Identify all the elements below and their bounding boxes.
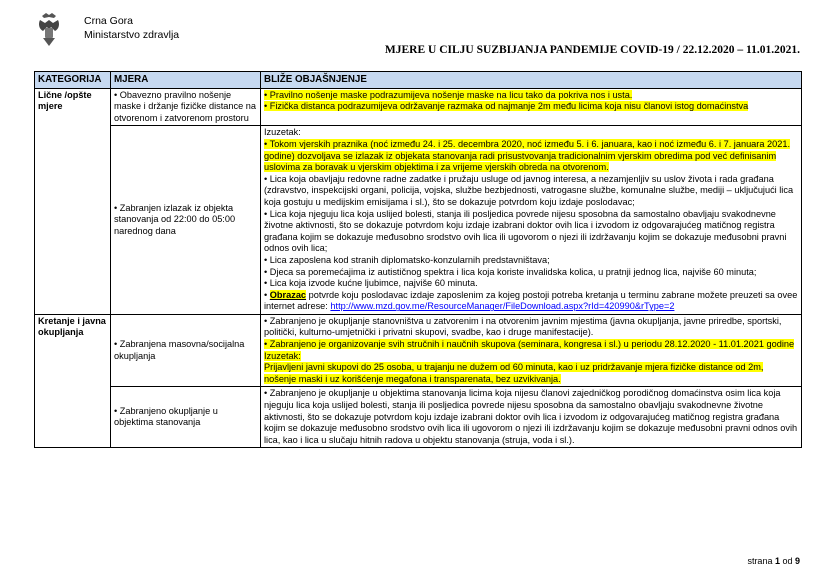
measure-cell: • Zabranjen izlazak iz objekta stanovanja od 22:00 do 05:00 narednog dana — [111, 126, 261, 315]
table-row — [35, 387, 802, 448]
montenegro-coat-of-arms-icon — [38, 12, 60, 48]
explanation-line: • Lica zaposlena kod stranih diplomatsko-konzularnih predstavništava; — [264, 254, 550, 265]
exception-label: Izuzetak: — [264, 350, 301, 361]
org-ministry: Ministarstvo zdravlja — [84, 29, 180, 41]
total-pages: 9 — [794, 556, 800, 566]
explanation-line: • Fizička distanca podrazumijeva održavanje razmaka od najmanje 2m među licima koja nisu članovi istog domaćinstva — [264, 101, 749, 112]
measure-cell: • Obavezno pravilno nošenje maske i držanje fizičke distance na otvorenom i zatvorenom prostoru — [111, 88, 261, 126]
measures-table — [34, 71, 802, 448]
explanation-cell — [261, 88, 802, 126]
document-title: MJERE U CILJU SUZBIJANJA PANDEMIJE COVID-19 / 22.12.2020 – 11.01.2021. — [384, 44, 800, 56]
exception-label: Izuzetak: — [264, 127, 301, 138]
explanation-cell — [261, 314, 802, 387]
form-download-link[interactable]: http://www.mzd.gov.me/ResourceManager/FileDownload.aspx?rId=420990&rType=2 — [330, 301, 675, 312]
table-header-row — [35, 72, 802, 89]
page-prefix: strana — [747, 556, 775, 566]
obrazac-text: potvrde koju poslodavac izdaje zaposlenim za kojeg postoji potreba kretanja u terminu zabrane možete preuzeti sa ovee internet adrese: — [264, 289, 798, 312]
ministry-name — [84, 14, 179, 42]
header-category: KATEGORIJA — [35, 72, 111, 89]
document-header — [0, 0, 834, 70]
header-measure: MJERA — [111, 72, 261, 89]
explanation-line: • Tokom vjerskih praznika (noć između 24. i 25. decembra 2020, noć između 5. i 6. januara, kao i noć između 6. i 7. januara 2021. godine) dozvoljava se izlazak iz objekata stanovanja radi prisustvovanja tradicionalnim vjerskim obredima pod već definisanim uslovima za boravak u vjerskim objektima i za vrijeme vjerskih obreda na otvorenom. — [264, 138, 791, 173]
explanation-line: • Zabranjeno je organizovanje svih stručnih i naučnih skupova (seminara, kongresa i sl.) u periodu 28.12.2020 - 11.01.2021 godine — [264, 339, 795, 350]
explanation-line: • Pravilno nošenje maske podrazumijeva nošenje maske na licu tako da pokriva nos i usta. — [264, 89, 633, 100]
category-cell: Kretanje i javna okupljanja — [35, 314, 111, 448]
explanation-line: • Lica koja obavljaju redovne radne zadatke i pružaju usluge od javnog interesa, a nezamjenljiv su uslov života i rada građana (zdravstvo, inspekcijski organi, policija, vojska, službe bezbjednosti, vatrogasne službe, komunalne službe, mediji – uključujući lica koja gostuju u medijskim emisijama i sl.), što se dokazuje potvrdom koju izdaje poslodavac; — [264, 173, 794, 207]
explanation-line: • Djeca sa poremećajima iz autističnog spektra i lica koja koriste invalidska kolica, u pratnji jednog lica, najviše 60 minuta; — [264, 266, 757, 277]
explanation-line: Prijavljeni javni skupovi do 25 osoba, u trajanju ne dužem od 60 minuta, kao i uz pridržavanje mjera fizičke distance od 2m, nošenje maski i uz korišćenje megafona i transparenata, bez uzvikivanja. — [264, 362, 764, 384]
obrazac-label: Obrazac — [269, 289, 307, 300]
explanation-cell: • Zabranjeno je okupljanje u objektima stanovanja licima koja nijesu članovi zajedničkog porodičnog domaćinstva osim lica koja njeguju lica koja uslijed bolesti, stanja ili posljedica povrede nijesu sposobna da samostalno obavljaju svakodnevne životne aktivnosti, što se dokazuje potvrdom koju izdaje izabrani doktor ovih lica i izvodom iz odgovarajućeg matičnog registra građana kojim se dokazuje međusobno srodstvo ovih lica ili ugovorom o njezi ili izdržavanju kojim se dokazuje međusobni pravni odnos ovih lica, kao i lica u slučaju hitnih radova u objektu stanovanja (struja, voda i sl.). — [261, 387, 802, 448]
explanation-line: • Lica koja njeguju lica koja uslijed bolesti, stanja ili posljedica povrede nijesu sposobna da samostalno obavljaju svakodnevne životne aktivnosti, što se dokazuje potvrdom koju izdaje izabrani doktor ovih lica i izvodom iz odgovarajućeg matičnog registra građana kojim se dokazuje međusobno srodstvo ovih lica ili ugovorom o njezi ili izdržavanju kojim se dokazuje međusobni pravni odnos ovih lica; — [264, 208, 787, 254]
obrazac-paragraph: • Obrazac potvrde koju poslodavac izdaje zaposlenim za kojeg postoji potreba kretanja u terminu zabrane možete preuzeti sa ovee internet adrese: http://www.mzd.gov.me/ResourceManager/FileDownload.aspx?rId=420990&rType=2 — [264, 289, 798, 312]
table-row — [35, 126, 802, 315]
explanation-cell — [261, 126, 802, 315]
page-separator: od — [779, 556, 795, 566]
category-cell: Lične /opšte mjere — [35, 88, 111, 314]
org-country: Crna Gora — [84, 15, 134, 27]
page-number — [747, 556, 800, 566]
measure-cell: • Zabranjeno okupljanje u objektima stanovanja — [111, 387, 261, 448]
current-page: 1 — [774, 556, 780, 566]
header-explanation: BLIŽE OBJAŠNJENJE — [261, 72, 802, 89]
measure-cell: • Zabranjena masovna/socijalna okupljanja — [111, 314, 261, 387]
explanation-line: • Lica koja izvode kućne ljubimce, najviše 60 minuta. — [264, 278, 478, 289]
table-row — [35, 88, 802, 126]
explanation-line: • Zabranjeno je okupljanje stanovništva u zatvorenim i na otvorenim javnim mjestima (javna okupljanja, javne priredbe, sportski, politički, kulturno-umjetnički i privatni skupovi, svadbe, kao i druge manifestacije). — [264, 315, 782, 338]
table-row — [35, 314, 802, 387]
